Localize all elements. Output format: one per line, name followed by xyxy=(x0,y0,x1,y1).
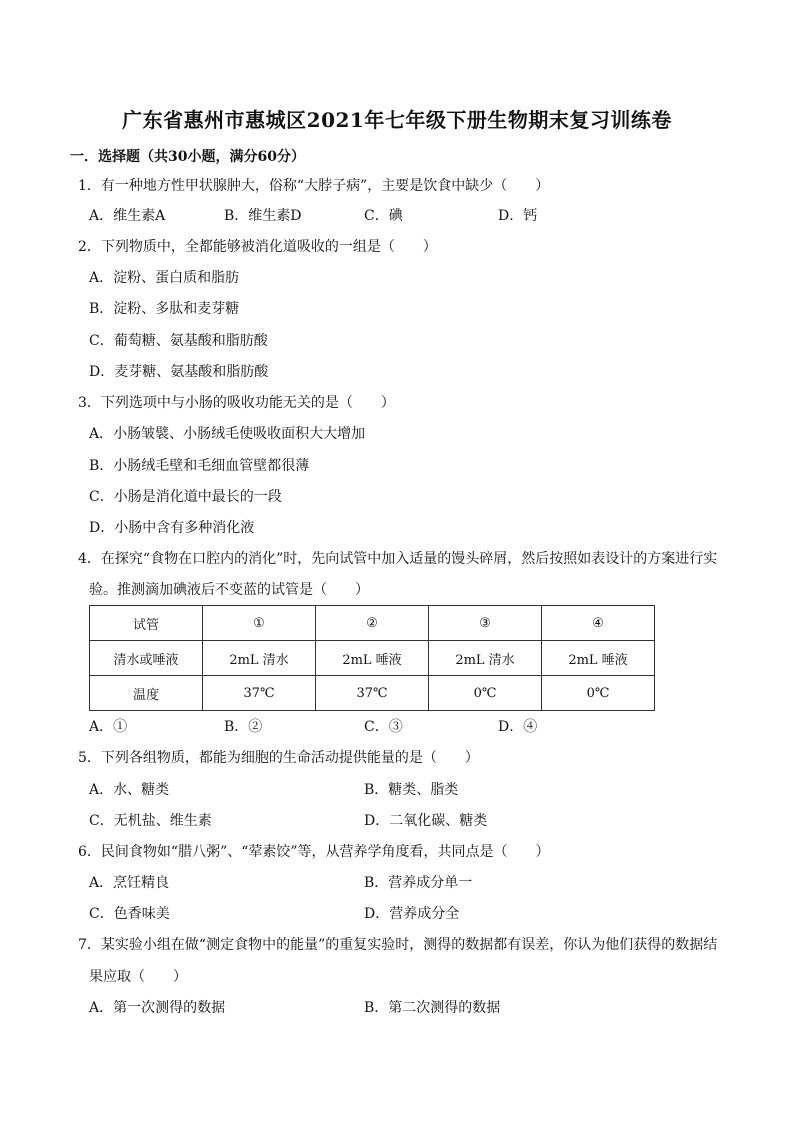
table-cell: 37℃ xyxy=(316,676,429,711)
question-1-option-d[interactable]: D．钙 xyxy=(498,208,538,224)
question-6-option-c[interactable]: C．色香味美 xyxy=(89,906,170,922)
table-cell: 2mL 唾液 xyxy=(316,641,429,676)
table-cell: 0℃ xyxy=(429,676,542,711)
section-heading: 一．选择题（共30小题，满分60分） xyxy=(70,149,305,165)
question-4-stem-line-1: 4．在探究“食物在口腔内的消化”时，先向试管中加入适量的馒头碎屑，然后按照如表设计的方案进行实 xyxy=(78,551,718,567)
table-cell: 2mL 清水 xyxy=(203,641,316,676)
question-2-option-d[interactable]: D．麦芽糖、氨基酸和脂肪酸 xyxy=(89,364,269,380)
question-2-option-a[interactable]: A．淀粉、蛋白质和脂肪 xyxy=(89,270,240,286)
table-row xyxy=(90,641,655,676)
question-3-stem: 3．下列选项中与小肠的吸收功能无关的是（ ） xyxy=(78,395,395,411)
table-cell: ③ xyxy=(429,606,542,641)
question-2-option-c[interactable]: C．葡萄糖、氨基酸和脂肪酸 xyxy=(89,333,268,349)
question-2-stem: 2．下列物质中，全都能够被消化道吸收的一组是（ ） xyxy=(78,239,437,255)
question-4-option-b[interactable]: B．② xyxy=(224,719,263,735)
question-1-option-a[interactable]: A．维生素A xyxy=(89,208,166,224)
table-cell: ① xyxy=(203,606,316,641)
question-6-option-d[interactable]: D．营养成分全 xyxy=(364,906,460,922)
question-5-option-c[interactable]: C．无机盐、维生素 xyxy=(89,813,212,829)
table-row xyxy=(90,606,655,641)
table-cell: 温度 xyxy=(90,676,203,711)
table-row xyxy=(90,676,655,711)
question-6-option-b[interactable]: B．营养成分单一 xyxy=(364,875,473,891)
question-7-stem-line-2: 果应取（ ） xyxy=(89,969,187,985)
page-title: 广东省惠州市惠城区2021年七年级下册生物期末复习训练卷 xyxy=(122,108,672,132)
question-4-option-a[interactable]: A．① xyxy=(89,719,128,735)
question-3-option-b[interactable]: B．小肠绒毛壁和毛细血管壁都很薄 xyxy=(89,458,310,474)
question-5-option-a[interactable]: A．水、糖类 xyxy=(89,782,170,798)
question-7-option-b[interactable]: B．第二次测得的数据 xyxy=(364,1000,501,1016)
question-5-option-d[interactable]: D．二氧化碳、糖类 xyxy=(364,813,488,829)
question-3-option-c[interactable]: C．小肠是消化道中最长的一段 xyxy=(89,489,282,505)
question-6-option-a[interactable]: A．烹饪精良 xyxy=(89,875,170,891)
question-3-option-a[interactable]: A．小肠皱襞、小肠绒毛使吸收面积大大增加 xyxy=(89,426,366,442)
question-3-option-d[interactable]: D．小肠中含有多种消化液 xyxy=(89,520,255,536)
question-5-stem: 5．下列各组物质，都能为细胞的生命活动提供能量的是（ ） xyxy=(78,750,479,766)
question-7-stem-line-1: 7．某实验小组在做“测定食物中的能量”的重复实验时，测得的数据都有误差，你认为他们获得的数据结 xyxy=(78,937,718,953)
experiment-table xyxy=(89,605,655,711)
question-1-option-c[interactable]: C．碘 xyxy=(364,208,403,224)
question-1-option-b[interactable]: B．维生素D xyxy=(224,208,302,224)
question-1-stem: 1．有一种地方性甲状腺肿大，俗称“大脖子病”，主要是饮食中缺少（ ） xyxy=(78,178,550,194)
table-cell: 2mL 唾液 xyxy=(542,641,655,676)
question-6-stem: 6．民间食物如“腊八粥”、“荤素饺”等，从营养学角度看，共同点是（ ） xyxy=(78,844,550,860)
question-7-option-a[interactable]: A．第一次测得的数据 xyxy=(89,1000,226,1016)
question-4-option-d[interactable]: D．④ xyxy=(498,719,538,735)
table-cell: ② xyxy=(316,606,429,641)
question-4-stem-line-2: 验。推测滴加碘液后不变蓝的试管是（ ） xyxy=(89,582,369,598)
table-cell: 试管 xyxy=(90,606,203,641)
question-2-option-b[interactable]: B．淀粉、多肽和麦芽糖 xyxy=(89,301,240,317)
table-cell: 0℃ xyxy=(542,676,655,711)
table-cell: 清水或唾液 xyxy=(90,641,203,676)
table-cell: ④ xyxy=(542,606,655,641)
question-5-option-b[interactable]: B．糖类、脂类 xyxy=(364,782,459,798)
table-cell: 37℃ xyxy=(203,676,316,711)
question-4-option-c[interactable]: C．③ xyxy=(364,719,403,735)
table-cell: 2mL 清水 xyxy=(429,641,542,676)
